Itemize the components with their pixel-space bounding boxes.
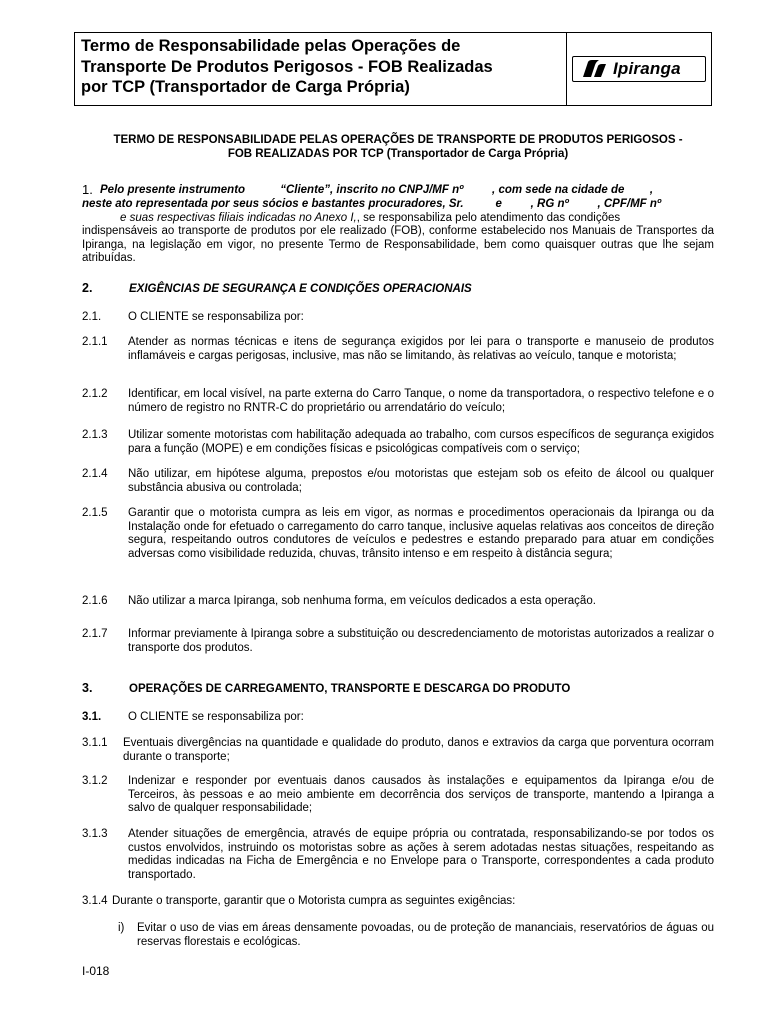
item-text: Identificar, em local visível, na parte externa do Carro Tanque, o nome da transportadora, o respectivo telefone e o número de registro no RNTR-C do proprietário ou arrendatário do veículo; [128, 388, 714, 414]
ipiranga-logo [572, 56, 706, 82]
footer-code: I-018 [82, 964, 110, 978]
document-title-line: FOB REALIZADAS POR TCP (Transportador de Carga Própria) [227, 148, 569, 160]
item-text: O CLIENTE se responsabiliza por: [128, 711, 304, 723]
intro-line-3 [120, 212, 714, 226]
intro-number: 1. [82, 182, 93, 197]
header-title-line: por TCP (Transportador de Carga Própria) [81, 78, 410, 96]
document-header [74, 32, 712, 106]
item-text: Informar previamente à Ipiranga sobre a substituição ou descredenciamento de motoristas autorizados a realizar o transporte dos produtos. [128, 628, 714, 654]
item-text [123, 737, 714, 764]
item-text-content: Eventuais divergências na quantidade e qualidade do produto, danos e extravios da carga que porventura ocorram durante o transporte; [123, 737, 714, 763]
section-2-number: 2. [82, 281, 93, 295]
item-text: Indenizar e responder por eventuais danos causados às instalações e equipamentos da Ipiranga e/ou de Terceiros, às pessoas e ao meio ambiente em decorrência dos serviços de transporte, mantendo a Ipiranga a salvo de qualquer responsabilidade; [128, 775, 714, 815]
header-title-line: Termo de Responsabilidade pelas Operações de [81, 37, 461, 55]
subitem-number: i) [118, 922, 125, 934]
intro-line-3-rest: , se responsabiliza pelo atendimento das condições [356, 212, 621, 224]
item-text: O CLIENTE se responsabiliza por: [128, 311, 304, 323]
intro-line-2: neste ato representada por seus sócios e bastantes procuradores, Sr. e , RG nº , CPF/MF nº [82, 198, 662, 210]
intro-paragraph: indispensáveis ao transporte de produtos por ele realizado (FOB), conforme estabelecido nos Manuais de Transportes da Ipiranga, na legislação em vigor, no presente Termo de Responsabilidade, bem como quaisquer outras que lhe sejam atribuídas. [82, 225, 714, 265]
subitem-text: Evitar o uso de vias em áreas densamente povoadas, ou de proteção de mananciais, reservatórios de águas ou reservas florestais e ecológicas. [137, 922, 714, 948]
item-number: 2.1.6 [82, 595, 108, 607]
item-number: 2.1.7 [82, 628, 108, 640]
logo-text: Ipiranga [613, 59, 681, 78]
item-text: Garantir que o motorista cumpra as leis em vigor, as normas e procedimentos operacionais da Ipiranga ou da Instalação onde for efetuado o carregamento do carro tanque, inclusive aquelas relativas aos conceitos de direção segura, respeitando outros condutores de veículos e pedestres e estando preparado para atuar em condições adversas como visibilidade reduzida, chuvas, trânsito intenso e em respeito à distância segura; [128, 507, 714, 560]
section-3-number: 3. [82, 681, 93, 695]
item-text: Durante o transporte, garantir que o Motorista cumpra as seguintes exigências: [112, 895, 516, 907]
item-text: Atender as normas técnicas e itens de segurança exigidos por lei para o transporte e manuseio de produtos inflamáveis e cargas perigosas, inclusive, mas não se limitando, às relativas ao veículo, tanque e motorista; [128, 336, 714, 362]
item-number: 2.1.2 [82, 388, 108, 400]
item-number: 3.1.3 [82, 828, 108, 840]
item-number: 3.1. [82, 711, 102, 723]
item-number: 2.1.5 [82, 507, 108, 519]
item-number: 3.1.4 [82, 895, 108, 907]
ipiranga-mark-icon [577, 59, 609, 79]
item-number: 3.1.1 [82, 737, 108, 749]
document-title [82, 133, 714, 161]
logo-cell [567, 33, 711, 105]
section-2-title: EXIGÊNCIAS DE SEGURANÇA E CONDIÇÕES OPERACIONAIS [129, 283, 472, 295]
item-text: Utilizar somente motoristas com habilitação adequada ao trabalho, com cursos específicos de segurança exigidos para a função (MOPE) e em condições físicas e psicológicas compatíveis com o serviço; [128, 429, 714, 455]
intro-line-1: Pelo presente instrumento “Cliente”, inscrito no CNPJ/MF nº , com sede na cidade de , [100, 184, 654, 196]
item-number: 2.1.4 [82, 468, 108, 480]
item-number: 3.1.2 [82, 775, 108, 787]
item-text: Não utilizar a marca Ipiranga, sob nenhuma forma, em veículos dedicados a esta operação. [128, 595, 596, 607]
document-title-line: TERMO DE RESPONSABILIDADE PELAS OPERAÇÕES DE TRANSPORTE DE PRODUTOS PERIGOSOS - [113, 134, 683, 146]
section-3-title: OPERAÇÕES DE CARREGAMENTO, TRANSPORTE E DESCARGA DO PRODUTO [129, 683, 571, 695]
intro-annex-ref: e suas respectivas filiais indicadas no Anexo I, [120, 212, 357, 224]
header-title-line: Transporte De Produtos Perigosos - FOB Realizadas [81, 57, 493, 76]
item-text: Não utilizar, em hipótese alguma, prepostos e/ou motoristas que estejam sob os efeito de álcool ou qualquer substância abusiva ou controlada; [128, 468, 714, 494]
item-text: Atender situações de emergência, através de equipe própria ou contratada, responsabilizando-se por todos os custos envolvidos, instruindo os motoristas sobre as ações à serem adotadas nestas situações, respeitando as medidas indicadas na Ficha de Emergência e no Envelope para o Transporte, correspondentes a cada produto transportado. [128, 828, 714, 881]
item-number: 2.1.1 [82, 336, 108, 348]
item-number: 2.1.3 [82, 429, 108, 441]
item-number: 2.1. [82, 311, 102, 323]
header-title [75, 33, 567, 105]
